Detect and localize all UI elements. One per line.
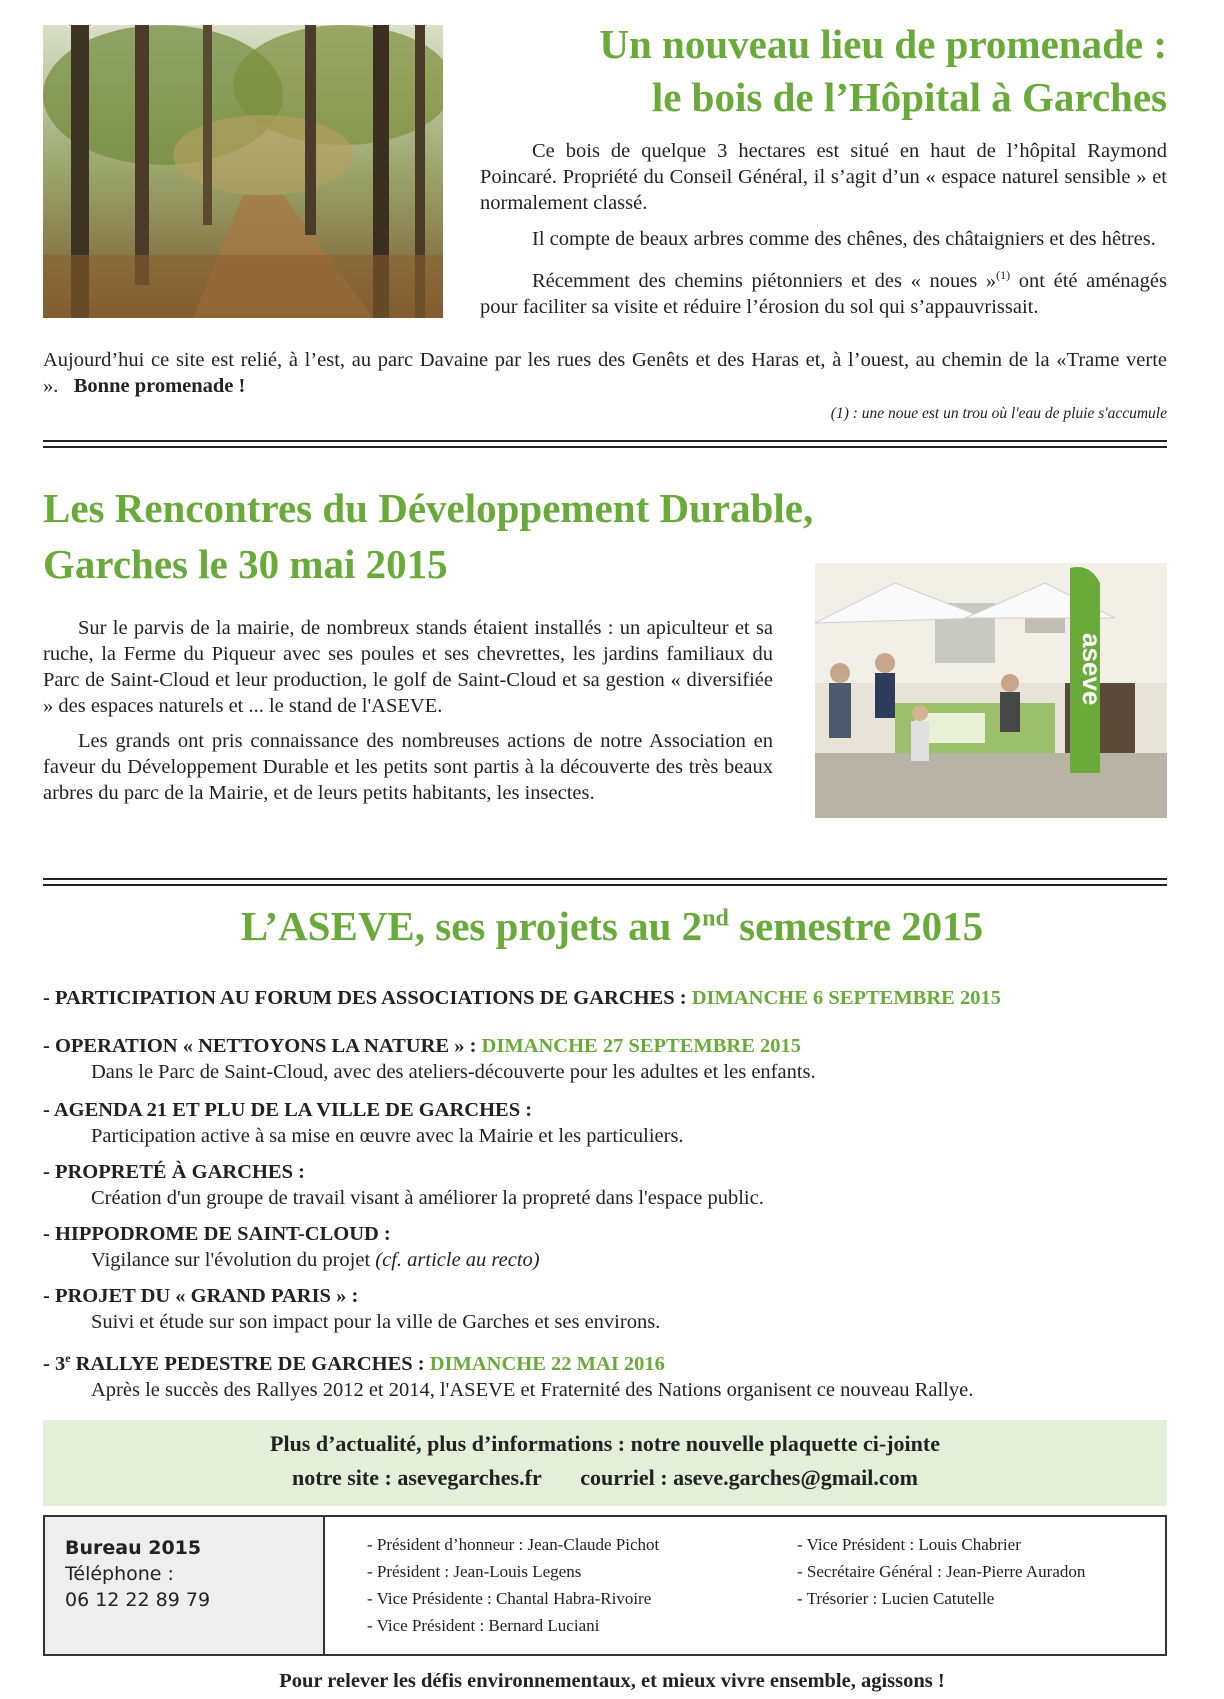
project-nettoyons: - OPERATION « NETTOYONS LA NATURE » : DIMANCHE 27 SEPTEMBRE 2015 Dans le Parc de Saint-Cloud, avec des ateliers-découverte pour les adultes et les enfants. (43, 1033, 1167, 1085)
info-line1: Plus d’actualité, plus d’informations : notre nouvelle plaquette ci-jointe (270, 1431, 940, 1456)
member: - Vice Président : Louis Chabrier (797, 1535, 1021, 1554)
aseve-stand-photo (815, 563, 1167, 818)
bonne-promenade: Bonne promenade ! (73, 375, 246, 397)
email-link[interactable]: courriel : aseve.garches@gmail.com (580, 1465, 918, 1490)
section1-body (480, 138, 1167, 320)
project-date: DIMANCHE 27 SEPTEMBRE 2015 (481, 1035, 802, 1057)
member: - Président : Jean-Louis Legens (367, 1562, 582, 1581)
bureau-contact (45, 1517, 325, 1654)
bureau-members-col2 (797, 1531, 1085, 1612)
section2-title-line1: Les Rencontres du Développement Durable, (43, 485, 814, 531)
member: - Trésorier : Lucien Catutelle (797, 1589, 995, 1608)
bureau-title: Bureau 2015 (65, 1537, 202, 1559)
aseve-banner-text: aseve (1077, 633, 1107, 706)
section2-para1: Sur le parvis de la mairie, de nombreux stands étaient installés : un apiculteur et sa ruche, la Ferme du Piqueur avec ses poules et ses chevrettes, les jardins familiaux du Parc de Saint-Cloud et leur production, le golf de Saint-Cloud et sa gestion « diversifiée » des espaces naturels et ... le stand de l'ASEVE. (43, 617, 773, 717)
section1-para2: Il compte de beaux arbres comme des chênes, des châtaigniers et des hêtres. (532, 228, 1156, 250)
section1-title-line1: Un nouveau lieu de promenade : (599, 21, 1167, 67)
member: - Vice Présidente : Chantal Habra-Rivoire (367, 1589, 652, 1608)
project-desc: Vigilance sur l'évolution du projet (cf. article au recto) (91, 1249, 540, 1271)
project-date: DIMANCHE 6 SEPTEMBRE 2015 (691, 987, 1001, 1009)
section1-para1: Ce bois de quelque 3 hectares est situé en haut de l’hôpital Raymond Poincaré. Propriété du Conseil Général, il s’agit d’un « espace naturel sensible » et normalement classé. (480, 140, 1167, 214)
project-grand-paris: - PROJET DU « GRAND PARIS » : Suivi et étude sur son impact pour la ville de Garches et ses environs. (43, 1283, 1167, 1335)
section2-title-line2: Garches le 30 mai 2015 (43, 541, 448, 587)
footnote: (1) : une noue est un trou où l'eau de pluie s'accumule (830, 405, 1167, 422)
project-agenda21: - AGENDA 21 ET PLU DE LA VILLE DE GARCHES : Participation active à sa mise en œuvre avec la Mairie et les particuliers. (43, 1097, 1167, 1149)
section1-para4: Aujourd’hui ce site est relié, à l’est, au parc Davaine par les rues des Genêts et des Haras et, à l’ouest, au chemin de la «Trame verte ». Bonne promenade ! (43, 349, 1167, 397)
forest-path-photo (43, 25, 443, 318)
project-proprete: - PROPRETÉ À GARCHES : Création d'un groupe de travail visant à améliorer la propreté dans l'espace public. (43, 1159, 1167, 1211)
section1-title (599, 18, 1167, 124)
member: - Vice Président : Bernard Luciani (367, 1616, 600, 1635)
divider (43, 878, 1167, 886)
project-date: DIMANCHE 22 MAI 2016 (429, 1352, 665, 1375)
project-desc: Suivi et étude sur son impact pour la ville de Garches et ses environs. (91, 1311, 661, 1333)
section2-title (43, 480, 813, 592)
info-box (43, 1420, 1167, 1506)
project-forum: - PARTICIPATION AU FORUM DES ASSOCIATIONS DE GARCHES : DIMANCHE 6 SEPTEMBRE 2015 (43, 987, 1001, 1009)
member: - Président d’honneur : Jean-Claude Pichot (367, 1535, 660, 1554)
section2-para2: Les grands ont pris connaissance des nombreuses actions de notre Association en faveur du Développement Durable et les petits sont partis à la découverte des très beaux arbres du parc de la Mairie, et de leurs petits habitants, les insectes. (43, 730, 773, 804)
project-desc: Après le succès des Rallyes 2012 et 2014, l'ASEVE et Fraternité des Nations organisent ce nouveau Rallye. (91, 1378, 974, 1401)
project-desc: Participation active à sa mise en œuvre avec la Mairie et les particuliers. (91, 1125, 684, 1147)
footnote-marker: (1) (996, 268, 1011, 282)
motto: Pour relever les défis environnementaux, et mieux vivre ensemble, agissons ! (279, 1670, 945, 1692)
project-desc: Création d'un groupe de travail visant à améliorer la propreté dans l'espace public. (91, 1187, 764, 1209)
section1-title-line2: le bois de l’Hôpital à Garches (651, 74, 1167, 120)
project-desc: Dans le Parc de Saint-Cloud, avec des ateliers-découverte pour les adultes et les enfants. (91, 1061, 816, 1083)
section1-para3: Récemment des chemins piétonniers et des « noues »$^{(1)}$ ont été aménagés pour faciliter sa visite et réduire l’érosion du sol qui s’appauvrissait. (480, 268, 1167, 318)
bureau-box (43, 1515, 1167, 1656)
divider (43, 440, 1167, 448)
website-link[interactable]: notre site : asevegarches.fr (292, 1465, 542, 1490)
info-line2 (43, 1461, 1167, 1495)
project-hippodrome: - HIPPODROME DE SAINT-CLOUD : Vigilance sur l'évolution du projet (cf. article au recto) (43, 1221, 1167, 1273)
member: - Secrétaire Général : Jean-Pierre Auradon (797, 1562, 1086, 1581)
bureau-members-col1 (367, 1531, 659, 1639)
project-rallye: - 3e RALLYE PEDESTRE DE GARCHES : DIMANCHE 22 MAI 2016 Après le succès des Rallyes 2012 et 2014, l'ASEVE et Fraternité des Nations organisent ce nouveau Rallye. (43, 1345, 1167, 1403)
section2-body (43, 615, 773, 815)
section3-title: L’ASEVE, ses projets au 2nd semestre 2015 (240, 903, 984, 949)
phone-label: Téléphone : (65, 1563, 174, 1585)
phone-number: 06 12 22 89 79 (65, 1589, 211, 1611)
